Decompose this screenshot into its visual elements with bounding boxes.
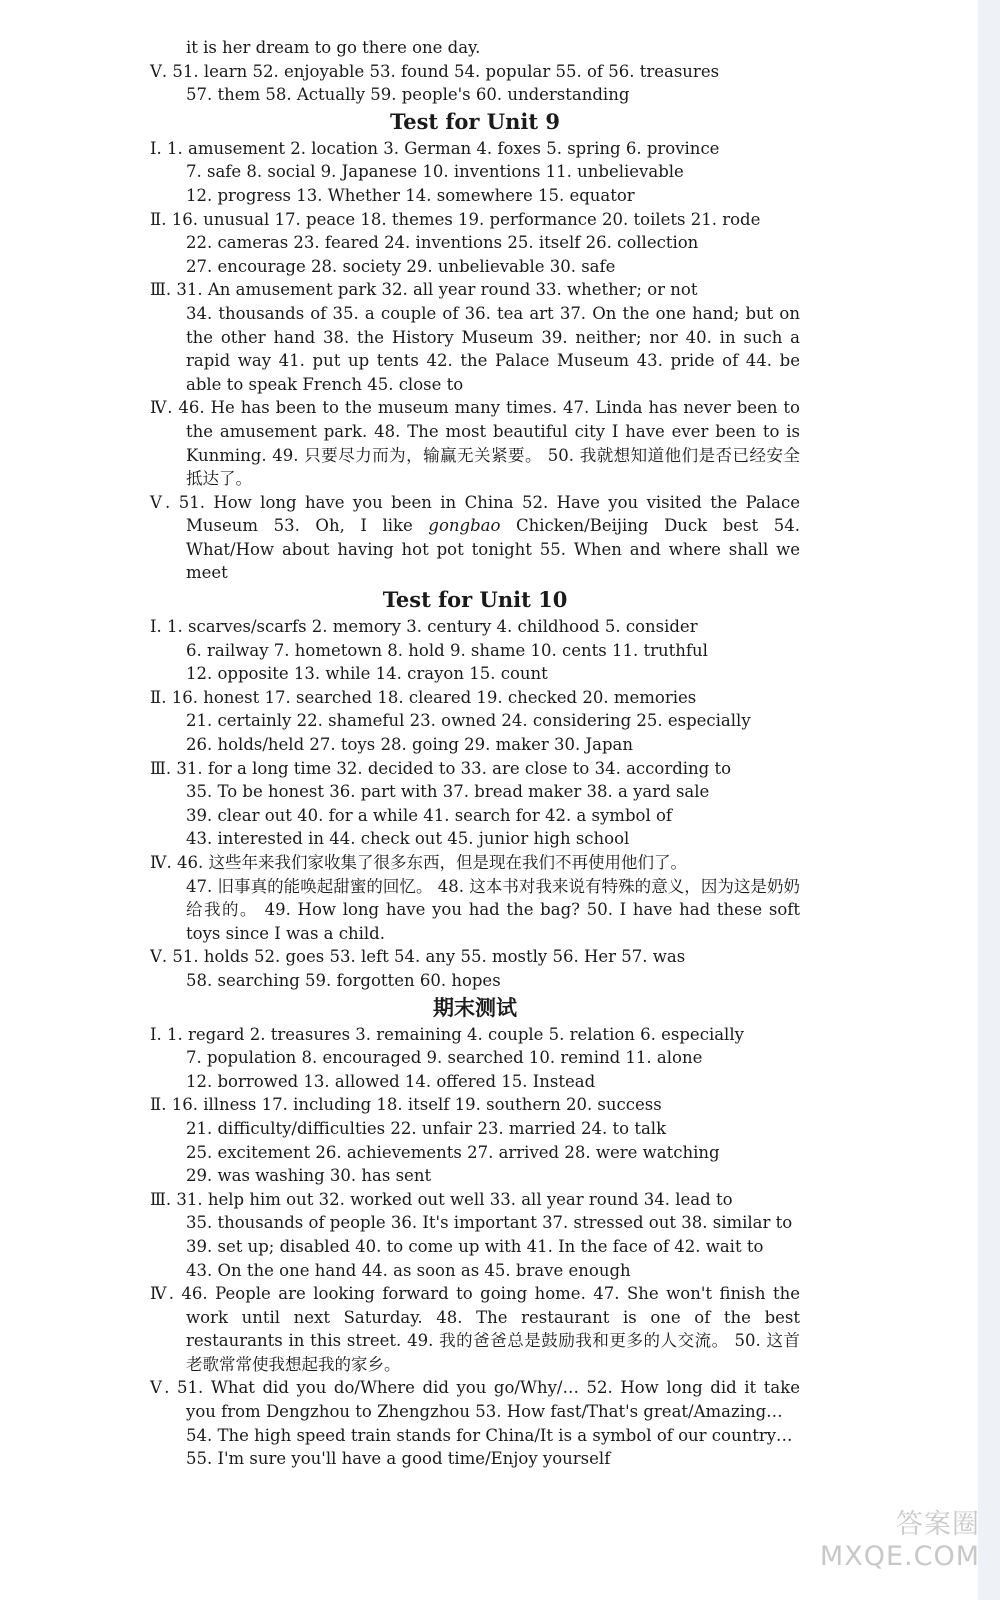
unit-9-heading: Test for Unit 9 — [389, 108, 560, 134]
unit-10-section-2-line: Ⅱ. 16. honest 17. searched 18. cleared 19. checked 20. memories — [150, 687, 697, 707]
final-test-heading: 期末测试 — [433, 994, 517, 1020]
unit-10-heading: Test for Unit 10 — [382, 587, 568, 613]
unit-10-section-1-line: 6. railway 7. hometown 8. hold 9. shame 10. cents 11. truthful — [186, 640, 708, 660]
unit-9-section-5-para — [150, 491, 800, 585]
final-section-2-line: 21. difficulty/difficulties 22. unfair 23. married 24. to talk — [186, 1118, 667, 1138]
final-section-1-line: 12. borrowed 13. allowed 14. offered 15. Instead — [186, 1071, 596, 1091]
unit-9-section-5-text-b: Chicken/Beijing Duck best 54. What/How about having hot pot tonight 55. When and where shall we meet — [186, 516, 800, 583]
unit-9-section-1-line: 12. progress 13. Whether 14. somewhere 15. equator — [186, 185, 635, 205]
final-section-5-line: 55. I'm sure you'll have a good time/Enjoy yourself — [186, 1449, 611, 1469]
prev-unit-section-5-line: Ⅴ. 51. learn 52. enjoyable 53. found 54. popular 55. of 56. treasures — [150, 61, 720, 81]
unit-10-section-3-line: Ⅲ. 31. for a long time 32. decided to 33. are close to 34. according to — [150, 758, 732, 778]
unit-10-section-4-line: Ⅳ. 46. 这些年来我们家收集了很多东西，但是现在我们不再使用他们了。 — [150, 853, 687, 872]
final-section-3-line: 39. set up; disabled 40. to come up with 41. In the face of 42. wait to — [186, 1236, 764, 1256]
unit-10-section-4-para: 47. 旧事真的能唤起甜蜜的回忆。 48. 这本书对我来说有特殊的意义，因为这是奶奶给我的。 49. How long have you had the bag? 50. I have had these soft toys since I was a child. — [186, 876, 800, 943]
unit-9-section-4-para: Ⅳ. 46. He has been to the museum many times. 47. Linda has never been to the amusement park. 48. The most beautiful city I have ever been to is Kunming. 49. 只要尽力而为，输赢无关紧要。 50. 我就想知道他们是否已经安全抵达了。 — [150, 398, 800, 489]
unit-9-section-2-line: Ⅱ. 16. unusual 17. peace 18. themes 19. performance 20. toilets 21. rode — [150, 209, 761, 229]
final-section-2-line: 29. was washing 30. has sent — [186, 1166, 432, 1186]
unit-9-section-5-italic: gongbao — [428, 516, 501, 536]
unit-10-section-3-line: 35. To be honest 36. part with 37. bread maker 38. a yard sale — [186, 782, 710, 802]
unit-9-section-5-text-a: Ⅴ. 51. How long have you been in China 52. Have you visited the Palace Museum 53. Oh, I like — [150, 492, 800, 536]
final-section-3-line: Ⅲ. 31. help him out 32. worked out well 33. all year round 34. lead to — [150, 1189, 733, 1209]
final-section-2-line: Ⅱ. 16. illness 17. including 18. itself 19. southern 20. success — [150, 1095, 662, 1115]
unit-9-section-3-para: 34. thousands of 35. a couple of 36. tea art 37. On the one hand; but on the other hand 38. the History Museum 39. neither; nor 40. in such a rapid way 41. put up tents 42. the Palace Museum 43. pride of 44. be able to speak French 45. close to — [186, 303, 800, 394]
unit-10-section-1-line: Ⅰ. 1. scarves/scarfs 2. memory 3. century 4. childhood 5. consider — [150, 617, 698, 637]
watermark-logo — [820, 1502, 980, 1572]
unit-10-section-1-line: 12. opposite 13. while 14. crayon 15. count — [186, 664, 548, 684]
unit-10-section-3-line: 39. clear out 40. for a while 41. search for 42. a symbol of — [186, 805, 673, 825]
final-section-1-line: 7. population 8. encouraged 9. searched 10. remind 11. alone — [186, 1048, 703, 1068]
unit-9-section-2-line: 22. cameras 23. feared 24. inventions 25. itself 26. collection — [186, 233, 699, 253]
page-edge-shadow — [978, 0, 1000, 1600]
answer-key-page — [150, 36, 800, 1471]
final-section-3-line: 43. On the one hand 44. as soon as 45. brave enough — [186, 1260, 631, 1280]
final-section-5-line: 54. The high speed train stands for China/It is a symbol of our country… — [186, 1425, 793, 1445]
unit-10-section-3-line: 43. interested in 44. check out 45. junior high school — [186, 829, 630, 849]
unit-10-section-2-line: 26. holds/held 27. toys 28. going 29. maker 30. Japan — [186, 735, 633, 755]
final-section-5-para: Ⅴ. 51. What did you do/Where did you go/Why/… 52. How long did it take you from Dengzhou to Zhengzhou 53. How fast/That's great/Amazing… — [150, 1378, 800, 1422]
unit-9-section-2-line: 27. encourage 28. society 29. unbelievable 30. safe — [186, 256, 616, 276]
unit-9-section-1-line: 7. safe 8. social 9. Japanese 10. inventions 11. unbelievable — [186, 162, 684, 182]
prev-unit-section-5-line: 57. them 58. Actually 59. people's 60. understanding — [186, 85, 630, 105]
unit-10-section-2-line: 21. certainly 22. shameful 23. owned 24. considering 25. especially — [186, 711, 751, 731]
final-section-1-line: Ⅰ. 1. regard 2. treasures 3. remaining 4. couple 5. relation 6. especially — [150, 1024, 744, 1044]
unit-9-section-3-line: Ⅲ. 31. An amusement park 32. all year round 33. whether; or not — [150, 280, 698, 300]
unit-9-section-1-line: Ⅰ. 1. amusement 2. location 3. German 4. foxes 5. spring 6. province — [150, 138, 720, 158]
watermark-top: 答案圈 — [896, 1509, 980, 1540]
unit-10-section-5-line: Ⅴ. 51. holds 52. goes 53. left 54. any 55. mostly 56. Her 57. was — [150, 947, 686, 967]
watermark-bottom: MXQE.COM — [819, 1541, 980, 1572]
unit-10-section-5-line: 58. searching 59. forgotten 60. hopes — [186, 970, 501, 990]
final-section-3-line: 35. thousands of people 36. It's important 37. stressed out 38. similar to — [186, 1213, 793, 1233]
final-section-2-line: 25. excitement 26. achievements 27. arrived 28. were watching — [186, 1142, 720, 1162]
prev-unit-tail-line: it is her dream to go there one day. — [186, 38, 481, 57]
final-section-4-para: Ⅳ. 46. People are looking forward to going home. 47. She won't finish the work until next Saturday. 48. The restaurant is one of the best restaurants in this street. 49. 我的爸爸总是鼓励我和更多的人交流。 50. 这首老歌常常使我想起我的家乡。 — [150, 1284, 800, 1374]
